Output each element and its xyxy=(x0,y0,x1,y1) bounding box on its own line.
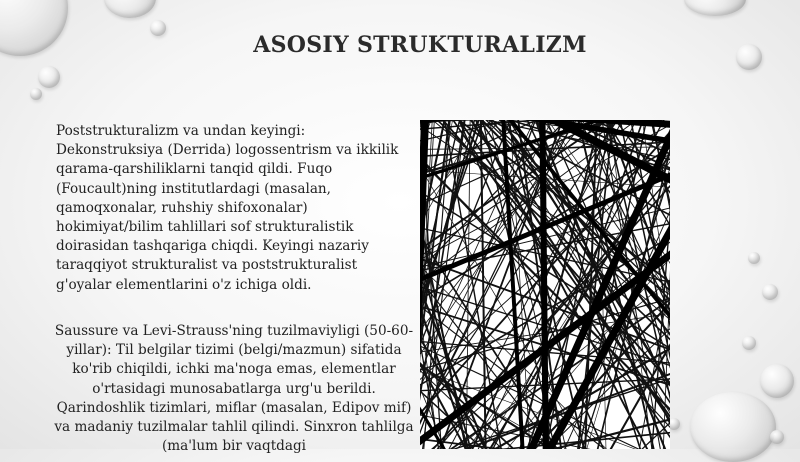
water-drop-decoration xyxy=(104,0,156,18)
body-paragraph: Saussure va Levi-Strauss'ning tuzilmaviyligi (50-60-yillar): Til belgilar tizimi (belgi/mazmun) sifatida ko'rib chiqildi, ichki ma'noga emas, elementlar o'rtasidagi munosabatlarga urg'u berildi. Qarindoshlik tizimlari, miflar (masalan, Edipov mif) va madaniy tuzilmalar tahlil qilindi. Sinxron tahlilga (ma'lum bir vaqtdagi xyxy=(52,322,416,456)
abstract-line-network-image xyxy=(420,120,670,449)
water-drop-decoration xyxy=(742,336,756,350)
water-drop-decoration xyxy=(30,88,42,100)
water-drop-decoration xyxy=(684,0,746,16)
water-drop-decoration xyxy=(760,364,794,398)
water-drop-decoration xyxy=(38,66,60,88)
body-paragraph: Poststrukturalizm va undan keyingi: Dekonstruksiya (Derrida) logossentrism va ikkilik qarama-qarshiliklarni tanqid qildi. Fuqo (Foucault)ning institutlardagi (masalan, qamoqxonalar, ruhshiy shifoxonalar) hokimiyat/bilim tahlillari sof strukturalistik doirasidan tashqariga chiqdi. Keyingi nazariy taraqqiyot strukturalist va poststrukturalist g'oyalar elementlarini o'z ichiga oldi. xyxy=(56,122,412,295)
water-drop-decoration xyxy=(770,430,784,444)
water-drop-decoration xyxy=(762,284,778,300)
water-drop-decoration xyxy=(690,392,776,462)
slide-title: ASOSIY STRUKTURALIZM xyxy=(0,32,800,58)
water-drop-decoration xyxy=(748,252,760,264)
